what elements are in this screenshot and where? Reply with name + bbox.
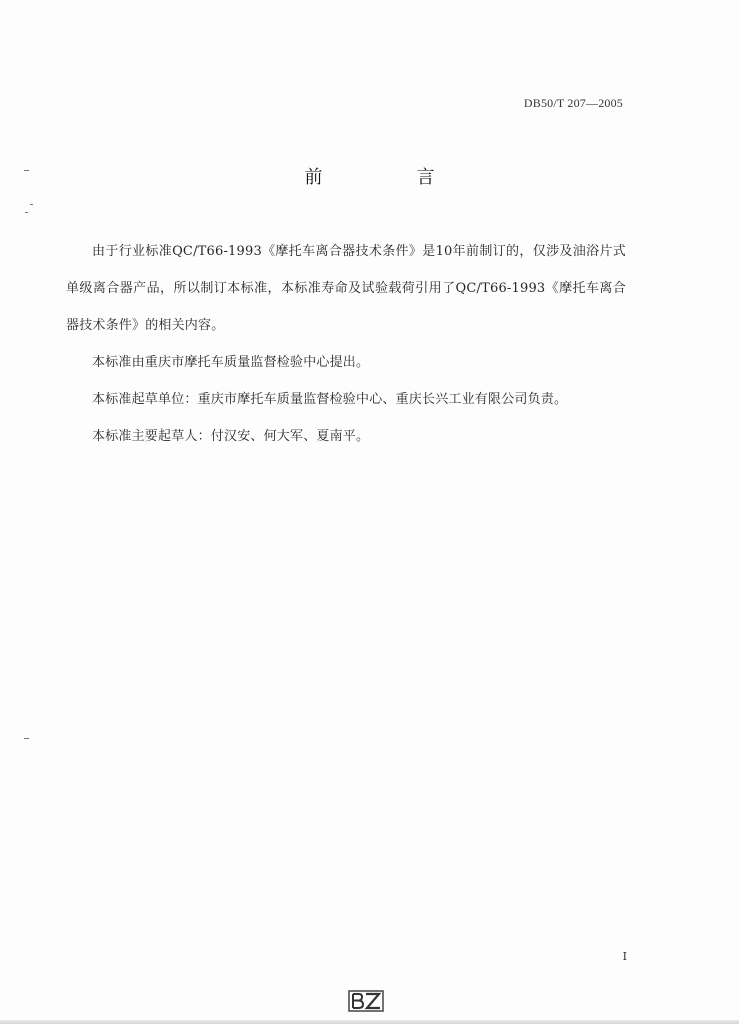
- foreword-body: [66, 233, 626, 455]
- paragraph-drafters: 本标准主要起草人：付汉安、何大军、夏南平。: [92, 429, 370, 444]
- document-code: DB50/T 207—2005: [523, 96, 623, 110]
- paragraph-drafting-units: 本标准起草单位：重庆市摩托车质量监督检验中心、重庆长兴工业有限公司负责。: [92, 392, 568, 407]
- scan-mark: [24, 738, 29, 739]
- paragraph-background: 由于行业标准QC/T66-1993《摩托车离合器技术条件》是10年前制订的，仅涉及油浴片式单级离合器产品，所以制订本标准，本标准寿命及试验载荷引用了QC/T66-1993《摩托车离合器技术条件》的相关内容。: [66, 244, 626, 333]
- page-title: 前 言: [304, 167, 473, 188]
- page-number: I: [622, 950, 627, 963]
- scan-mark: [30, 204, 33, 205]
- paragraph-proposer: 本标准由重庆市摩托车质量监督检验中心提出。: [92, 355, 370, 370]
- scan-mark: [25, 212, 28, 213]
- page-edge: [0, 1020, 739, 1024]
- bz-logo: [348, 990, 384, 1012]
